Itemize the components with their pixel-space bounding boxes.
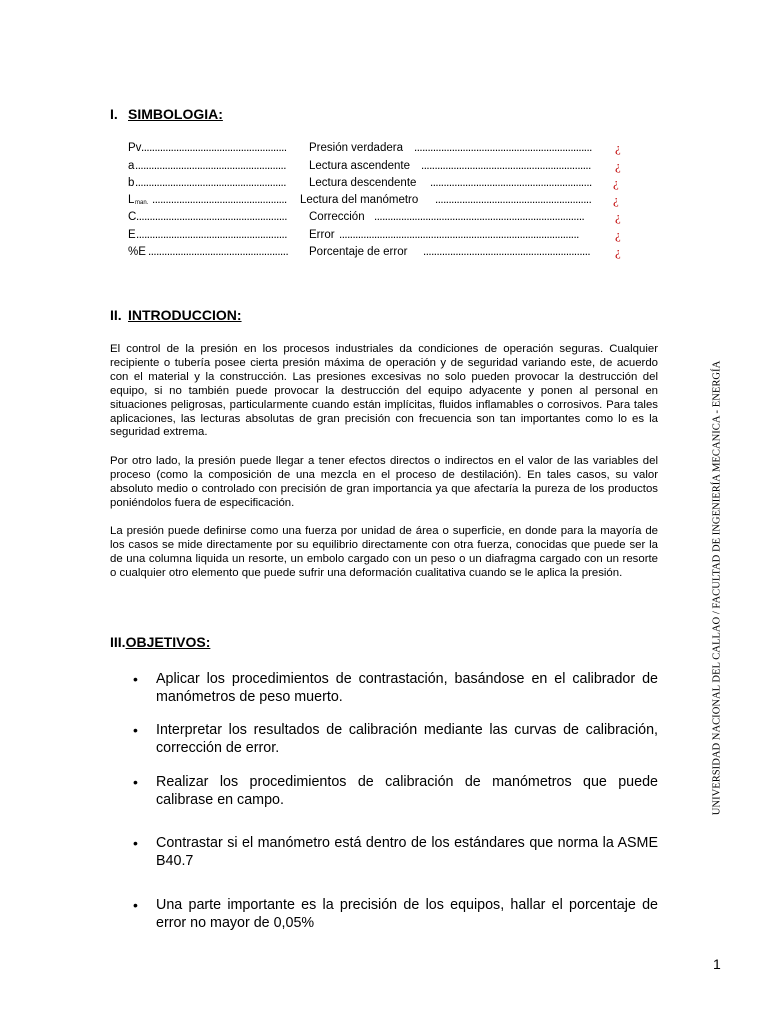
dot-leader: ..............................................................: [423, 246, 591, 258]
question-mark: ¿: [615, 246, 621, 259]
symbol-row: [128, 211, 626, 228]
bullet-icon: •: [133, 835, 138, 851]
question-mark: ¿: [615, 142, 621, 155]
symbol-row: [128, 160, 626, 177]
objective-item: [133, 671, 658, 706]
section-number: III.: [110, 634, 126, 650]
objective-item: [133, 897, 658, 932]
intro-paragraph: La presión puede definirse como una fuerza por unidad de área o superficie, en donde para la mayoría de los casos se mide directamente por su equilibrio directamente con otra fuerza, conocidas que puede ser la de una columna liquida un resorte, un embolo cargado con un peso o un diafragma cargado con un resorte o cualquier otro elemento que puede sufrir una deformación cualitativa cuando se le aplica la presión.: [110, 525, 658, 579]
question-mark: ¿: [615, 211, 621, 224]
bullet-icon: •: [133, 671, 138, 687]
symbol-row: [128, 177, 626, 194]
objective-text: Contrastar si el manómetro está dentro de los estándares que norma la ASME B40.7: [156, 835, 658, 869]
section-title: SIMBOLOGIA:: [128, 106, 223, 122]
symbol-meaning: Lectura del manómetro: [300, 194, 419, 206]
symbol-row: [128, 194, 626, 211]
question-mark: ¿: [613, 194, 619, 207]
section-number: I.: [110, 106, 118, 122]
dot-leader: ..................................................................: [414, 142, 592, 154]
dot-leader: ........................................................: [135, 160, 286, 172]
bullet-icon: •: [133, 774, 138, 790]
symbol: a: [128, 160, 135, 172]
symbol-row: [128, 142, 626, 159]
symbol: L: [128, 194, 135, 206]
question-mark: ¿: [615, 160, 621, 173]
dot-leader: ......................................................: [141, 142, 287, 154]
symbol-meaning: Error: [309, 229, 335, 241]
symbol-row: [128, 229, 626, 246]
section-title: OBJETIVOS:: [125, 634, 211, 650]
dot-leader: ..............................................................................: [374, 211, 585, 223]
objective-item: [133, 774, 658, 809]
symbol-meaning: Porcentaje de error: [309, 246, 408, 258]
intro-paragraph: El control de la presión en los procesos industriales da condiciones de operación seguras. Cualquier recipiente o tubería posee cierta presión máxima de operación y de seguridad variando este, de acuerdo con el material y la construcción. Las presiones excesivas no solo pueden provocar la destrucción del equipo, si no también puede provocar la destrucción del equipo adyacente y ponen al personal en situaciones peligrosas, particularmente cuando están implícitas, fluidos inflamables o corrosivos. Para tales aplicaciones, las lecturas absolutas de gran precisión con frecuencia son tan importantes como lo es la seguridad extrema.: [110, 343, 658, 439]
symbol: C: [128, 211, 137, 223]
bullet-icon: •: [133, 722, 138, 738]
section-number: II.: [110, 307, 122, 323]
dot-leader: ..................................................: [152, 194, 287, 206]
dot-leader: ........................................................: [136, 211, 287, 223]
bullet-icon: •: [133, 897, 138, 913]
dot-leader: ..........................................................: [435, 194, 592, 206]
section-heading-introduccion: [110, 307, 242, 323]
page-number: 1: [713, 956, 721, 972]
section-title: INTRODUCCION:: [128, 307, 242, 323]
symbol-meaning: Lectura descendente: [309, 177, 417, 189]
symbol: %E: [128, 246, 146, 258]
objective-text: Aplicar los procedimientos de contrastación, basándose en el calibrador de manómetros de peso muerto.: [156, 671, 658, 705]
symbol-meaning: Lectura ascendente: [309, 160, 411, 172]
objective-text: Una parte importante es la precisión de los equipos, hallar el porcentaje de error no mayor de 0,05%: [156, 897, 658, 931]
symbol: Pv: [128, 142, 142, 154]
dot-leader: .........................................................................................: [339, 229, 579, 241]
symbol: b: [128, 177, 135, 189]
question-mark: ¿: [615, 229, 621, 242]
dot-leader: ....................................................: [148, 246, 289, 258]
question-mark: ¿: [613, 177, 619, 190]
section-heading-simbologia: [110, 106, 223, 122]
symbol-subscript: man.: [135, 200, 149, 206]
symbol-row: [128, 246, 626, 263]
university-side-header: UNIVERSIDAD NACIONAL DEL CALLAO / FACULTAD DE INGENIERÍA MECANICA - ENERGÍA: [711, 360, 723, 816]
objective-text: Realizar los procedimientos de calibración de manómetros que puede calibrase en campo.: [156, 774, 658, 808]
intro-paragraph: Por otro lado, la presión puede llegar a tener efectos directos o indirectos en el valor de las variables del proceso (como la composición de una mezcla en el proceso de destilación). En tales casos, su valor absoluto medio o controlado con precisión de gran importancia ya que afectaría la pureza de los productos poniéndolos fuera de especificación.: [110, 455, 658, 509]
objective-text: Interpretar los resultados de calibración mediante las curvas de calibración, corrección de error.: [156, 722, 658, 756]
objective-item: [133, 722, 658, 757]
dot-leader: ........................................................: [136, 229, 287, 241]
dot-leader: ........................................................: [135, 177, 286, 189]
symbol-meaning: Presión verdadera: [309, 142, 403, 154]
symbol-meaning: Corrección: [309, 211, 365, 223]
section-heading-objetivos: [110, 634, 210, 650]
objective-item: [133, 835, 658, 870]
dot-leader: ............................................................: [430, 177, 592, 189]
dot-leader: ...............................................................: [421, 160, 591, 172]
symbol: E: [128, 229, 136, 241]
